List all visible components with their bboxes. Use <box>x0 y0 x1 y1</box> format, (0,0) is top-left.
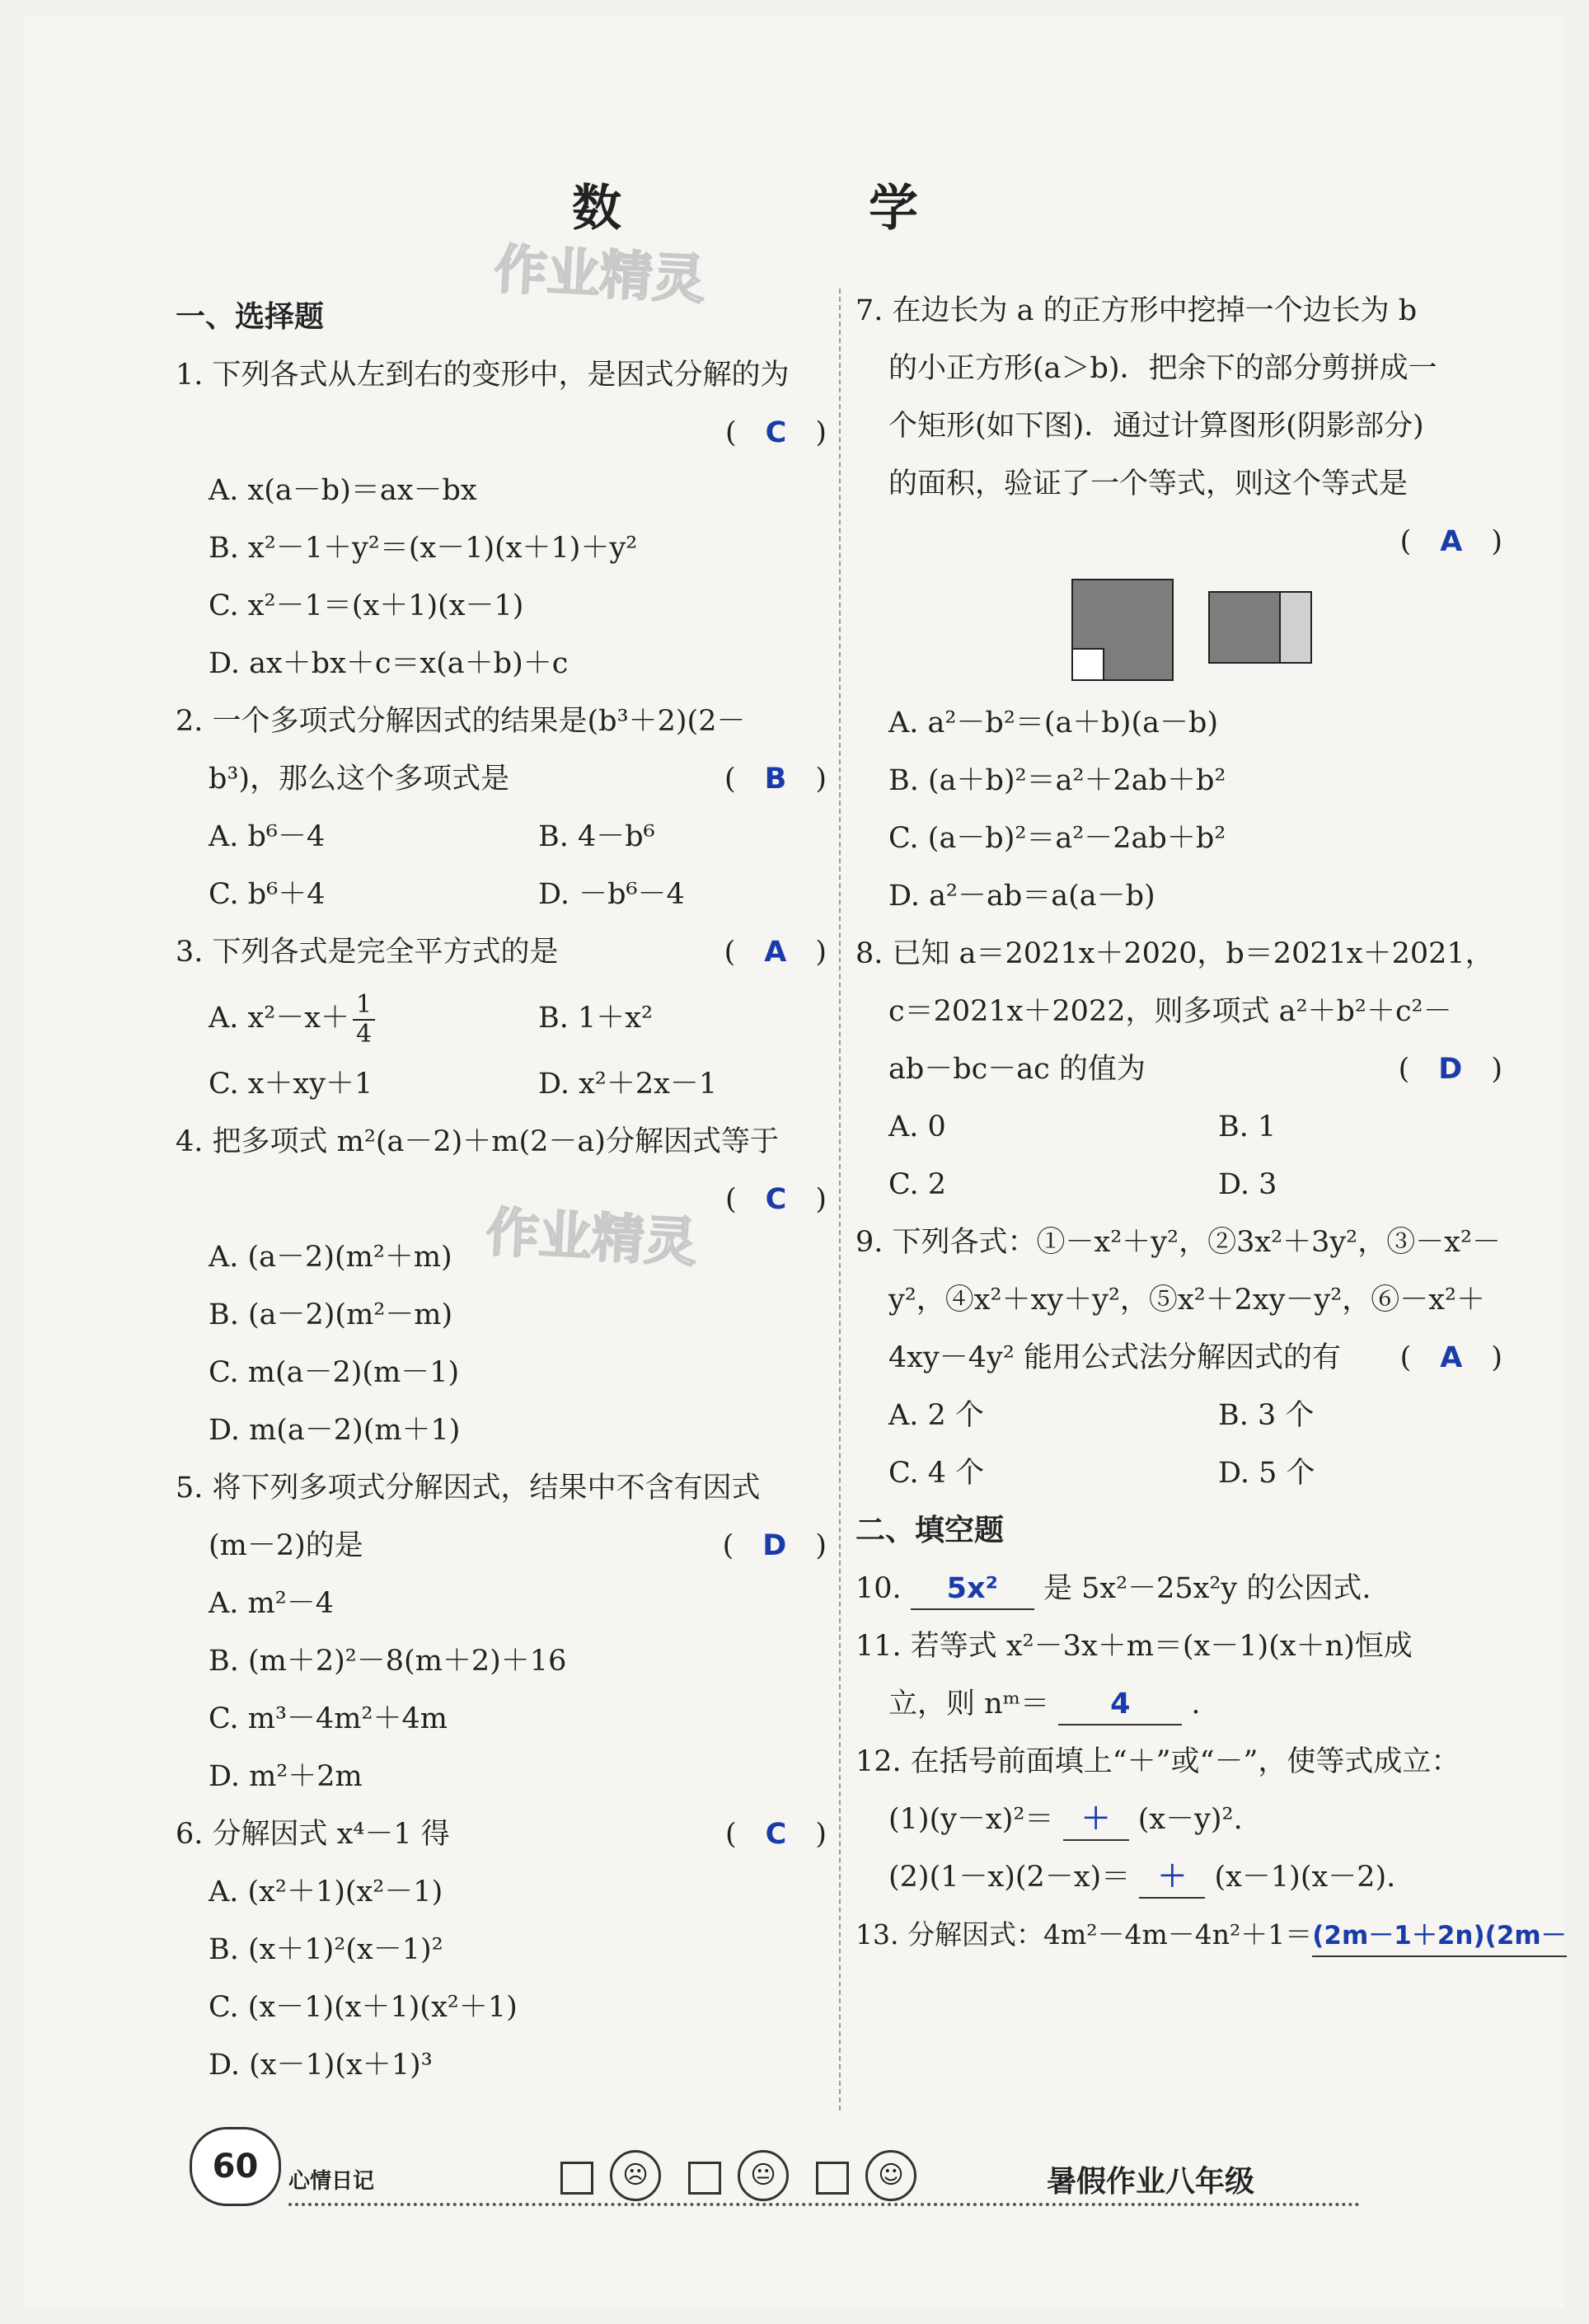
question-9-line-3: 4xy－4y² 能用公式法分解因式的有 ( A ) <box>855 1329 1502 1387</box>
q6-option-d: D. (x－1)(x＋1)³ <box>209 2049 433 2082</box>
fraction-one-quarter: $\frac{1}{4}$ <box>353 991 375 1049</box>
page-number: 60 <box>190 2127 281 2206</box>
q5-option-a: A. m²－4 <box>209 1587 335 1620</box>
question-7-line-4: 的面积，验证了一个等式，则这个等式是 <box>888 467 1409 500</box>
q3-options-cd: C. x＋xy＋1 D. x²＋2x－1 <box>209 1068 718 1101</box>
question-7-line-2: 的小正方形(a＞b)．把余下的部分剪拼成一 <box>888 352 1437 385</box>
q4-option-a: A. (a－2)(m²＋m) <box>209 1241 452 1274</box>
question-8-line-3: ab－bc－ac 的值为 ( D ) <box>855 1040 1502 1098</box>
question-12-stem: 12. 在括号前面填上“＋”或“－”，使等式成立： <box>855 1745 1460 1778</box>
question-13-answer-blank[interactable]: (2m－1＋2n)(2m－ <box>1312 1916 1566 1957</box>
q4-option-b: B. (a－2)(m²－m) <box>209 1298 453 1331</box>
q2-options-ab: A. b⁶－4 B. 4－b⁶ <box>209 820 655 853</box>
q5-option-b: B. (m＋2)²－8(m＋2)＋16 <box>209 1645 567 1678</box>
left-column <box>176 289 827 2094</box>
watermark: 作业精灵 <box>492 239 707 312</box>
q6-option-b: B. (x＋1)²(x－1)² <box>209 1933 443 1966</box>
neutral-face-icon: 😐 <box>738 2150 789 2201</box>
question-7-answer-row <box>855 513 1502 570</box>
q2-options-cd: C. b⁶＋4 D. －b⁶－4 <box>209 878 685 911</box>
question-5-answer: ( D ) <box>722 1529 827 1562</box>
q7-option-c: C. (a－b)²＝a²－2ab＋b² <box>888 822 1226 855</box>
question-7-line-1: 7. 在边长为 a 的正方形中挖掉一个边长为 b <box>855 294 1418 327</box>
question-1-answer: ( C ) <box>725 416 827 449</box>
question-11-line-2: 立，则 nᵐ＝ 4 . <box>855 1675 1502 1733</box>
question-1-answer-row <box>176 404 827 462</box>
question-9-answer: ( A ) <box>1399 1341 1502 1374</box>
q8-options-ab: A. 0 B. 1 <box>888 1110 1277 1143</box>
q1-option-b: B. x²－1＋y²＝(x－1)(x＋1)＋y² <box>209 532 638 565</box>
q3-options-ab: A. x²－x＋ $\frac{1}{4}$ B. 1＋x² <box>209 989 654 1049</box>
question-12-part-2: (2)(1－x)(2－x)＝ ＋ (x－1)(x－2). <box>855 1848 1502 1906</box>
happy-face-icon: ☺ <box>865 2150 916 2201</box>
q7-option-b: B. (a＋b)²＝a²＋2ab＋b² <box>888 764 1226 797</box>
question-2-answer: ( B ) <box>724 763 827 796</box>
q6-option-a: A. (x²＋1)(x²－1) <box>209 1876 443 1908</box>
q6-option-c: C. (x－1)(x＋1)(x²＋1) <box>209 1991 518 2024</box>
book-brand: 暑假作业八年级 <box>1047 2165 1255 2199</box>
question-6-answer: ( C ) <box>725 1818 827 1851</box>
q5-option-d: D. m²＋2m <box>209 1760 363 1793</box>
question-9-line-1: 9. 下列各式：①－x²＋y²，②3x²＋3y²，③－x²－ <box>855 1226 1501 1259</box>
page-title: 数 学 <box>572 180 1017 237</box>
question-8-line-1: 8. 已知 a＝2021x＋2020，b＝2021x＋2021， <box>855 937 1494 970</box>
q1-option-a: A. x(a－b)＝ax－bx <box>209 474 477 507</box>
q1-option-d: D. ax＋bx＋c＝x(a＋b)＋c <box>209 647 569 680</box>
question-4-answer: ( C ) <box>725 1183 827 1216</box>
right-column <box>855 282 1567 1964</box>
square-with-hole <box>1071 579 1174 681</box>
question-7-answer: ( A ) <box>1399 525 1502 558</box>
q1-option-c: C. x²－1＝(x＋1)(x－1) <box>209 589 524 622</box>
question-8-line-2: c＝2021x＋2022，则多项式 a²＋b²＋c²－ <box>888 995 1452 1028</box>
section-heading-fill: 二、填空题 <box>855 1514 1005 1547</box>
section-heading-choice: 一、选择题 <box>176 300 325 334</box>
question-1-stem: 1. 下列各式从左到右的变形中，是因式分解的为 <box>176 359 790 392</box>
question-3-stem: 3. 下列各式是完全平方式的是 ( A ) <box>176 923 827 981</box>
question-12-part-2-blank[interactable]: ＋ <box>1139 1857 1205 1899</box>
q4-option-d: D. m(a－2)(m＋1) <box>209 1414 461 1447</box>
watermark: 作业精灵 <box>484 1202 699 1275</box>
question-2-stem: 2. 一个多项式分解因式的结果是(b³＋2)(2－ <box>176 705 746 738</box>
q4-option-c: C. m(a－2)(m－1) <box>209 1356 460 1389</box>
q8-options-cd: C. 2 D. 3 <box>888 1168 1277 1201</box>
question-10-answer-blank[interactable]: 5x² <box>911 1569 1034 1610</box>
question-5-stem: 5. 将下列多项式分解因式，结果中不含有因式 <box>176 1472 761 1505</box>
question-13: 13. 分解因式：4m²－4m－4n²＋1＝(2m－1＋2n)(2m－ <box>855 1906 1502 1964</box>
mood-checkbox[interactable] <box>560 2162 593 2195</box>
question-11-line-1: 11. 若等式 x²－3x＋m＝(x－1)(x＋n)恒成 <box>855 1630 1413 1663</box>
square-figure <box>855 570 1502 694</box>
worksheet-page <box>25 16 1567 2308</box>
q5-option-c: C. m³－4m²＋4m <box>209 1702 448 1735</box>
footer-dotted-line <box>288 2203 1360 2206</box>
rearranged-rectangle <box>1208 591 1312 664</box>
q9-options-cd: C. 4 个 D. 5 个 <box>888 1457 1315 1490</box>
mood-checkbox[interactable] <box>816 2162 849 2195</box>
question-4-answer-row <box>176 1171 827 1228</box>
question-3-answer: ( A ) <box>724 936 827 969</box>
q7-option-a: A. a²－b²＝(a＋b)(a－b) <box>888 707 1219 739</box>
question-8-answer: ( D ) <box>1398 1053 1502 1086</box>
mood-diary-label: 心情日记 <box>288 2169 375 2194</box>
page-footer <box>190 2127 1426 2218</box>
question-12-part-1-blank[interactable]: ＋ <box>1063 1800 1129 1841</box>
question-6-stem: 6. 分解因式 x⁴－1 得 ( C ) <box>176 1805 827 1863</box>
cut-out-square <box>1073 648 1104 679</box>
rectangle-strip <box>1279 593 1310 662</box>
q9-options-ab: A. 2 个 B. 3 个 <box>888 1399 1315 1432</box>
question-9-line-2: y²，④x²＋xy＋y²，⑤x²＋2xy－y²，⑥－x²＋ <box>888 1284 1486 1317</box>
question-5-stem-cont: (m－2)的是 ( D ) <box>176 1517 827 1575</box>
question-7-line-3: 个矩形(如下图)．通过计算图形(阴影部分) <box>888 410 1424 443</box>
question-10: 10. 5x² 是 5x²－25x²y 的公因式. <box>855 1560 1502 1617</box>
question-12-part-1: (1)(y－x)²＝ ＋ (x－y)². <box>855 1791 1502 1848</box>
question-4-stem: 4. 把多项式 m²(a－2)＋m(2－a)分解因式等于 <box>176 1125 779 1158</box>
column-divider <box>839 289 841 2110</box>
mood-checkbox[interactable] <box>688 2162 721 2195</box>
sad-face-icon: ☹ <box>610 2150 661 2201</box>
question-11-answer-blank[interactable]: 4 <box>1058 1684 1182 1725</box>
question-2-stem-cont: b³)，那么这个多项式是 ( B ) <box>176 750 827 808</box>
q7-option-d: D. a²－ab＝a(a－b) <box>888 880 1155 913</box>
